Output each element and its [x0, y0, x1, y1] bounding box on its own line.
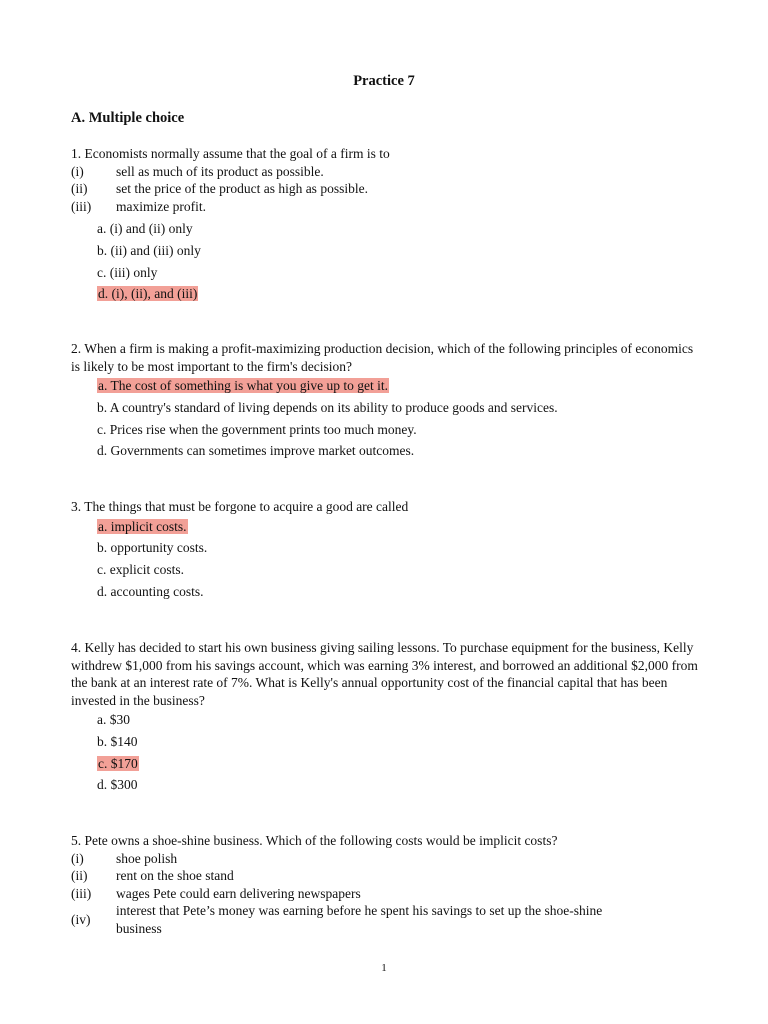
- roman-item: [71, 180, 701, 198]
- answer-option-text: d. accounting costs.: [97, 583, 204, 599]
- roman-text: sell as much of its product as possible.: [116, 163, 324, 179]
- answer-option-a: [97, 375, 701, 397]
- answer-option-text: d. Governments can sometimes improve market outcomes.: [97, 443, 415, 459]
- answer-option-text: b. $140: [97, 733, 138, 749]
- question-3: [71, 498, 701, 603]
- roman-item: [71, 198, 701, 216]
- roman-numeral: (i): [71, 850, 84, 866]
- answer-option-text: b. opportunity costs.: [97, 540, 208, 556]
- roman-numeral: (iii): [71, 198, 92, 214]
- answer-option-text: a. (i) and (ii) only: [97, 221, 193, 236]
- section-heading: A. Multiple choice: [71, 110, 185, 126]
- roman-item: [71, 163, 701, 181]
- answer-option-text: b. (ii) and (iii) only: [97, 242, 201, 258]
- question-5: [71, 832, 701, 937]
- answer-option-text: c. $170: [98, 755, 138, 771]
- roman-numeral: (ii): [71, 868, 88, 883]
- answer-option-text: a. The cost of something is what you give up to get it.: [98, 378, 388, 393]
- answer-option-c: [97, 753, 701, 775]
- question-stem: 3. The things that must be forgone to acquire a good are called: [71, 499, 409, 514]
- answer-options: [71, 218, 701, 305]
- roman-item: [71, 867, 701, 885]
- answer-option-b: [97, 537, 701, 559]
- answer-option-d: [97, 774, 701, 796]
- answer-option-d: [97, 440, 701, 462]
- answer-option-d: [97, 581, 701, 603]
- answer-option-text: d. (i), (ii), and (iii): [98, 286, 198, 302]
- roman-numeral: (i): [71, 163, 84, 179]
- roman-text: shoe polish: [116, 850, 178, 866]
- question-stem: 4. Kelly has decided to start his own business giving sailing lessons. To purchase equipment for the business, Kelly withdrew $1,000 from his savings account, which was earning 3% interest, and borrowed an additional $2,000 from the bank at an interest rate of 7%. What is Kelly's annual opportunity cost of the financial capital that has been invested in the business?: [71, 640, 698, 708]
- answer-options: [71, 516, 701, 603]
- answer-option-d: [97, 283, 701, 305]
- question-stem: 1. Economists normally assume that the goal of a firm is to: [71, 146, 390, 161]
- answer-option-a: [97, 516, 701, 538]
- roman-text: set the price of the product as high as possible.: [116, 181, 368, 196]
- roman-numeral: (iii): [71, 885, 92, 901]
- roman-numeral: (ii): [71, 181, 88, 196]
- answer-option-text: a. implicit costs.: [98, 518, 187, 534]
- roman-text: wages Pete could earn delivering newspapers: [116, 885, 361, 901]
- answer-option-b: [97, 397, 701, 419]
- answer-option-a: [97, 218, 701, 240]
- answer-option-b: [97, 240, 701, 262]
- answer-options: [71, 375, 701, 462]
- question-4: [71, 639, 701, 796]
- answer-option-b: [97, 731, 701, 753]
- roman-numeral: (iv): [71, 911, 91, 927]
- roman-item: [71, 885, 701, 903]
- answer-option-a: [97, 709, 701, 731]
- answer-option-text: c. Prices rise when the government prints too much money.: [97, 421, 417, 437]
- answer-option-text: b. A country's standard of living depends on its ability to produce goods and services.: [97, 399, 558, 415]
- roman-text: maximize profit.: [116, 198, 206, 214]
- answer-options: [71, 709, 701, 796]
- roman-item: [71, 850, 701, 868]
- answer-option-text: c. (iii) only: [97, 264, 158, 280]
- question-stem: 5. Pete owns a shoe-shine business. Which of the following costs would be implicit costs?: [71, 833, 558, 848]
- roman-item: [71, 902, 701, 937]
- page-title: Practice 7: [353, 73, 415, 89]
- question-stem: 2. When a firm is making a profit-maximizing production decision, which of the following principles of economics is likely to be most important to the firm's decision?: [71, 341, 694, 374]
- answer-option-c: [97, 419, 701, 441]
- answer-option-c: [97, 559, 701, 581]
- roman-text: interest that Pete’s money was earning before he spent his savings to set up the shoe-shine business: [116, 903, 603, 936]
- question-1: [71, 145, 701, 305]
- answer-option-text: a. $30: [97, 712, 130, 727]
- answer-option-c: [97, 262, 701, 284]
- question-2: [71, 340, 701, 462]
- page-number: 1: [381, 962, 387, 974]
- answer-option-text: d. $300: [97, 777, 138, 793]
- answer-option-text: c. explicit costs.: [97, 562, 184, 578]
- roman-text: rent on the shoe stand: [116, 868, 234, 883]
